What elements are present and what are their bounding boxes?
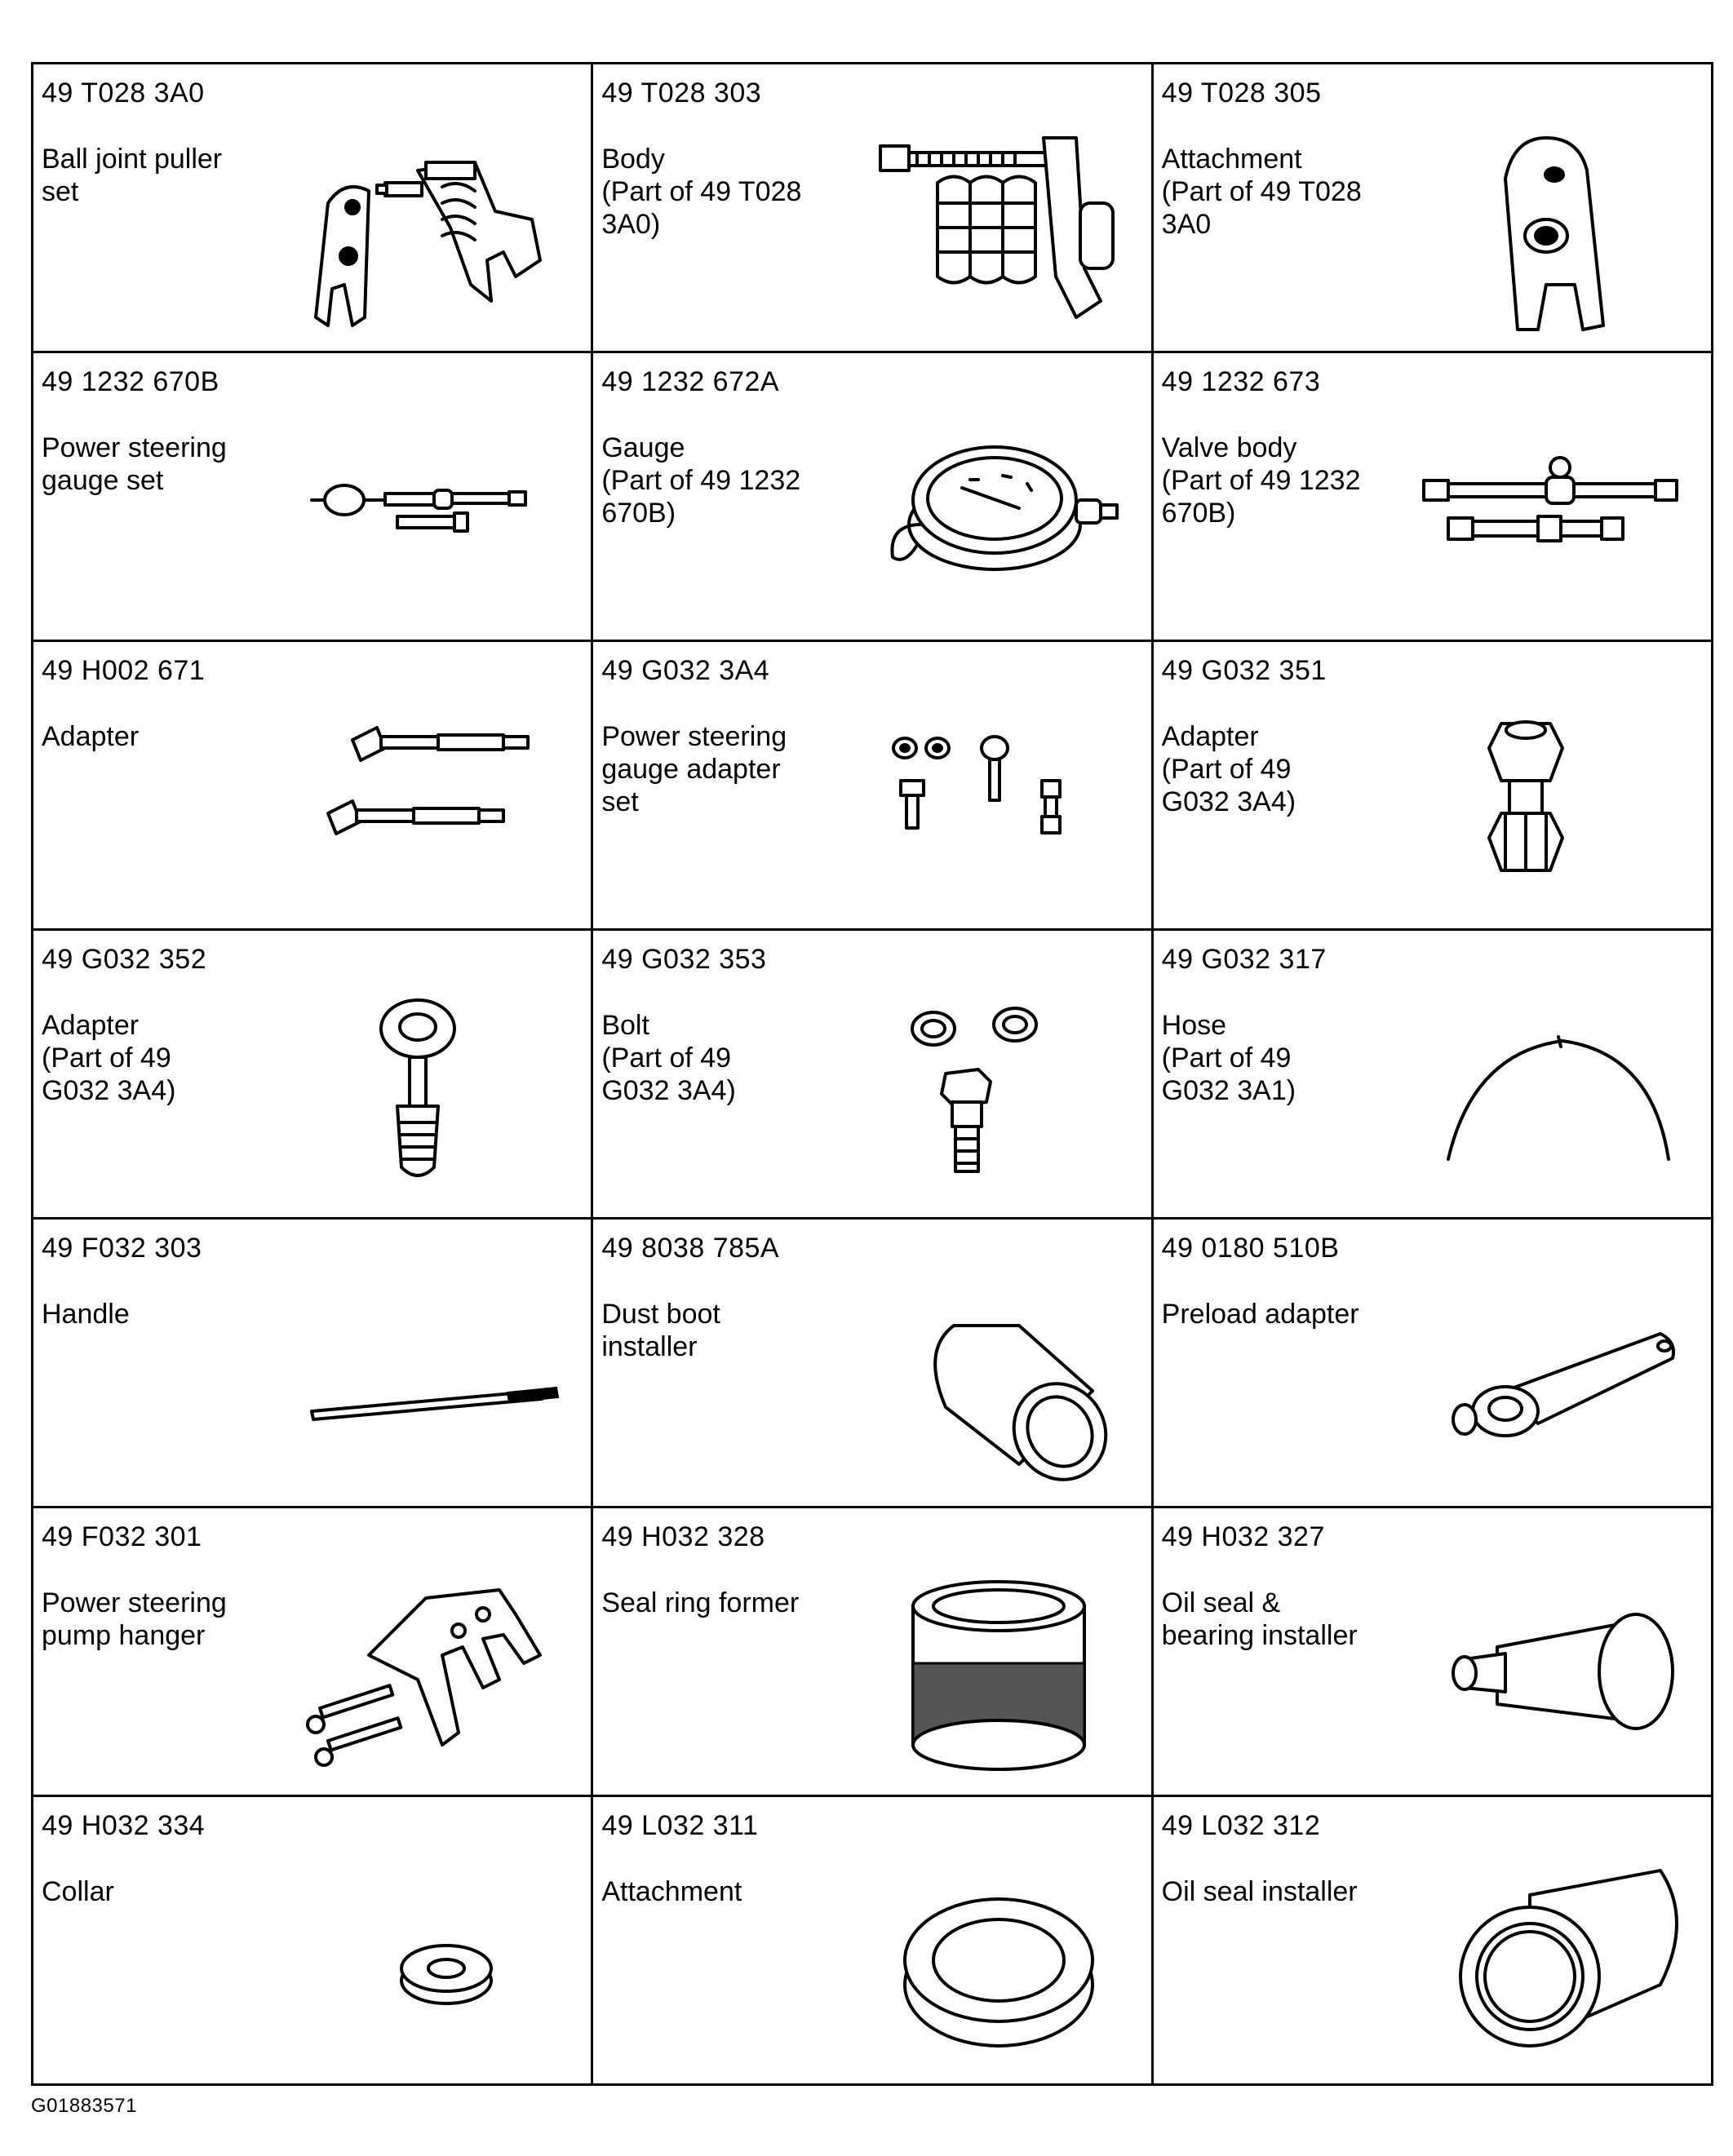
tool-description: Gauge (Part of 49 1232 670B) <box>601 432 801 529</box>
tool-description: Power steering gauge set <box>42 432 227 496</box>
tool-cell <box>1152 641 1712 930</box>
tool-cell <box>592 1507 1152 1796</box>
pump-hanger-icon <box>295 1557 581 1786</box>
part-number: 49 G032 317 <box>1161 944 1327 975</box>
tool-cell <box>33 641 592 930</box>
tool-description: Body (Part of 49 T028 3A0) <box>601 144 802 240</box>
part-number: 49 T028 3A0 <box>42 77 205 108</box>
part-number: 49 G032 3A4 <box>601 655 770 686</box>
tool-description: Dust boot installer <box>601 1299 720 1362</box>
tool-description: Valve body (Part of 49 1232 670B) <box>1161 432 1361 529</box>
tool-cell <box>33 1507 592 1796</box>
adapter-set-icon <box>856 691 1141 919</box>
tool-description: Attachment (Part of 49 T028 3A0 <box>1161 144 1362 240</box>
tool-cell <box>1152 1507 1712 1796</box>
hose-adapter-icon <box>295 691 581 919</box>
tool-cell <box>1152 1219 1712 1507</box>
part-number: 49 8038 785A <box>601 1233 780 1264</box>
tool-cell <box>592 352 1152 641</box>
oil-seal-installer-icon <box>1416 1846 1701 2074</box>
puller-body-icon <box>856 113 1141 342</box>
tool-description: Collar <box>42 1876 114 1907</box>
tool-cell <box>1152 352 1712 641</box>
valve-body-icon <box>1416 402 1701 631</box>
part-number: 49 0180 510B <box>1161 1233 1340 1264</box>
tool-cell <box>592 64 1152 352</box>
tool-cell <box>592 930 1152 1219</box>
table-row <box>33 352 1713 641</box>
tool-cell <box>1152 64 1712 352</box>
tool-description: Adapter (Part of 49 G032 3A4) <box>1161 721 1296 817</box>
tool-cell <box>592 1796 1152 2085</box>
part-number: 49 1232 672A <box>601 366 780 397</box>
handle-rod-icon <box>295 1268 581 1497</box>
part-number: 49 F032 303 <box>42 1233 202 1264</box>
part-number: 49 G032 351 <box>1161 655 1327 686</box>
pressure-gauge-icon <box>856 402 1141 631</box>
part-number: 49 H032 334 <box>42 1810 206 1841</box>
part-number: 49 L032 312 <box>1161 1810 1321 1841</box>
figure-id: G01883571 <box>31 2095 137 2117</box>
tool-description: Preload adapter <box>1161 1299 1359 1330</box>
part-number: 49 G032 353 <box>601 944 767 975</box>
hose-icon <box>1416 980 1701 1208</box>
tool-description: Bolt (Part of 49 G032 3A4) <box>601 1010 736 1106</box>
part-number: 49 H032 327 <box>1161 1521 1325 1552</box>
seal-ring-former-icon <box>856 1557 1141 1786</box>
part-number: 49 G032 352 <box>42 944 207 975</box>
tool-description: Ball joint puller set <box>42 144 223 207</box>
hex-adapter-icon <box>1416 691 1701 919</box>
table-row <box>33 1796 1713 2085</box>
table-row <box>33 1507 1713 1796</box>
part-number: 49 T028 305 <box>1161 77 1322 108</box>
tool-cell <box>33 64 592 352</box>
banjo-adapter-icon <box>295 980 581 1208</box>
tool-description: Oil seal & bearing installer <box>1161 1587 1358 1651</box>
tool-cell <box>592 1219 1152 1507</box>
puller-attachment-icon <box>1416 113 1701 342</box>
tool-description: Seal ring former <box>601 1587 800 1618</box>
tool-description: Attachment <box>601 1876 742 1907</box>
tool-cell <box>592 641 1152 930</box>
table-row <box>33 64 1713 352</box>
banjo-bolt-icon <box>856 980 1141 1208</box>
tool-description: Handle <box>42 1299 130 1330</box>
tool-cell <box>1152 930 1712 1219</box>
part-number: 49 T028 303 <box>601 77 762 108</box>
tool-cell <box>33 1219 592 1507</box>
tool-description: Power steering pump hanger <box>42 1587 227 1651</box>
special-tools-table <box>31 62 1713 2086</box>
oil-seal-bearing-installer-icon <box>1416 1557 1701 1786</box>
tool-description: Power steering gauge adapter set <box>601 721 787 817</box>
part-number: 49 L032 311 <box>601 1810 759 1841</box>
part-number: 49 F032 301 <box>42 1521 202 1552</box>
part-number: 49 1232 673 <box>1161 366 1321 397</box>
ball-joint-puller-set-icon <box>295 113 581 342</box>
table-row <box>33 930 1713 1219</box>
tool-cell <box>33 1796 592 2085</box>
part-number: 49 H002 671 <box>42 655 206 686</box>
tool-description: Oil seal installer <box>1161 1876 1358 1907</box>
preload-adapter-icon <box>1416 1268 1701 1497</box>
tool-description: Adapter <box>42 721 140 752</box>
table-row <box>33 641 1713 930</box>
special-tools-sheet <box>31 62 1713 2069</box>
part-number: 49 H032 328 <box>601 1521 765 1552</box>
tool-cell <box>1152 1796 1712 2085</box>
part-number: 49 1232 670B <box>42 366 219 397</box>
dust-boot-installer-icon <box>856 1268 1141 1497</box>
tool-cell <box>33 930 592 1219</box>
collar-icon <box>295 1846 581 2074</box>
table-row <box>33 1219 1713 1507</box>
ring-attachment-icon <box>856 1846 1141 2074</box>
tool-description: Adapter (Part of 49 G032 3A4) <box>42 1010 176 1106</box>
tool-cell <box>33 352 592 641</box>
tool-description: Hose (Part of 49 G032 3A1) <box>1161 1010 1296 1106</box>
gauge-set-icon <box>295 402 581 631</box>
